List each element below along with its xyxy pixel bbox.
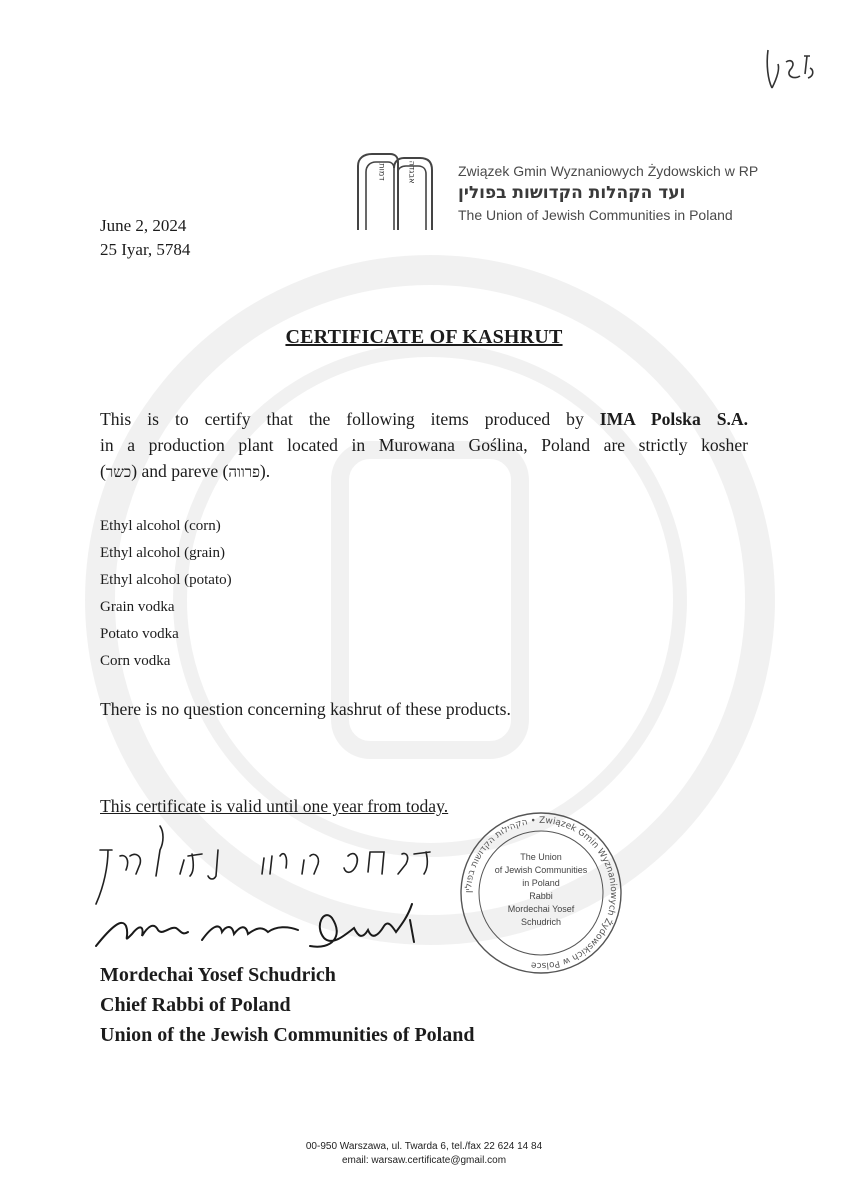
union-logo-icon [354,152,436,232]
stamp-inner-line: Schudrich [520,917,562,927]
intro-line-1 [100,406,748,432]
intro-paragraph [100,406,748,485]
date-hebrew: 25 Iyar, 5784 [100,240,191,259]
product-list [100,513,232,675]
svg-text:דמות: דמות [377,163,387,181]
signatory-role: Chief Rabbi of Poland [100,994,291,1016]
stamp-inner-line: of Jewish Communities [494,865,588,875]
footer-address: 00-950 Warszawa, ul. Twarda 6, tel./fax 22 624 14 84 [305,1141,543,1152]
footer [0,1140,848,1168]
kosher-hebrew: כשר [105,463,132,481]
paren-open: ( [100,461,106,481]
date-gregorian: June 2, 2024 [100,216,187,235]
list-item: Ethyl alcohol (corn) [100,518,221,534]
footer-email: email: warsaw.certificate@gmail.com [341,1155,507,1166]
validity-statement: This certificate is valid until one year from today. [100,796,449,816]
rabbi-signature [92,896,452,956]
list-item: Ethyl alcohol (potato) [100,572,232,588]
company-name: IMA Polska S.A. [599,409,748,429]
list-item: Corn vodka [100,653,171,669]
pareve-label: ) and pareve ( [131,461,229,481]
org-name-polish: Związek Gmin Wyznaniowych Żydowskich w RP [458,163,759,179]
list-item: Ethyl alcohol (grain) [100,545,225,561]
intro-line-2: in a production plant located in Murowana Goślina, Poland are strictly kosher [100,435,748,455]
certificate-title: CERTIFICATE OF KASHRUT [285,326,563,348]
kashrut-statement: There is no question concerning kashrut of these products. [100,699,511,719]
stamp-inner-line: The Union [520,852,562,862]
pareve-hebrew: פרווה [228,463,260,481]
list-item: Potato vodka [100,626,179,642]
paren-close: ). [259,461,271,481]
official-stamp [456,808,626,978]
stamp-inner-line: in Poland [522,878,560,888]
signatory-block [100,960,474,1050]
intro-text: This is to certify that the following items produced by [100,409,600,429]
list-item: Grain vodka [100,599,175,615]
org-name-hebrew: ועד הקהלות הקדושות בפולין [458,183,686,203]
stamp-outer-text: הקהילות הקדושות בפולין • Związek Gmin Wyznaniowych Żydowskich w Polsce [463,815,619,971]
org-name-english: The Union of Jewish Communities in Poland [458,207,733,223]
stamp-inner-line: Mordechai Yosef [507,904,575,914]
corner-handwritten-mark [760,40,820,100]
signatory-name: Mordechai Yosef Schudrich [100,964,336,986]
svg-text:אבגדה: אבגדה [407,160,417,184]
stamp-inner-line: Rabbi [529,891,553,901]
intro-line-3 [100,458,748,485]
signatory-organization: Union of the Jewish Communities of Poland [100,1024,475,1046]
